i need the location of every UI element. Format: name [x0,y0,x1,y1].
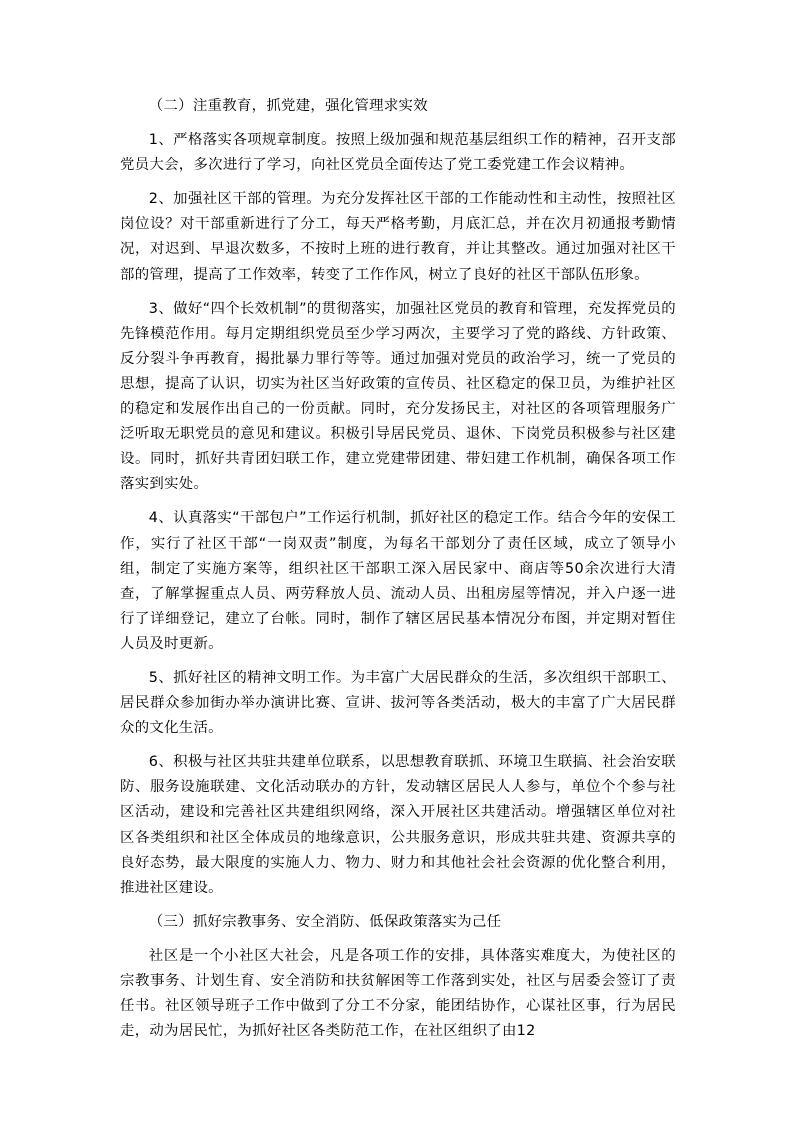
paragraph-item-5: 5、抓好社区的精神文明工作。为丰富广大居民群众的生活，多次组织干部职工、居民群众参加街办举办演讲比赛、宣讲、拔河等各类活动，极大的丰富了广大居民群众的文化生活。 [120,669,676,737]
section-heading-2: （二）注重教育，抓党建，强化管理求实效 [148,98,428,114]
paragraph-item-2: 2、加强社区干部的管理。为充分发挥社区干部的工作能动性和主动性，按照社区岗位设？对干部重新进行了分工，每天严格考勤，月底汇总，并在次月初通报考勤情况，对迟到、早退次数多，不按时上班的进行教育，并让其整改。通过加强对社区干部的管理，提高了工作效率，转变了工作作风，树立了良好的社区干部队伍形象。 [120,191,676,283]
document-body [120,94,676,1053]
closing-paragraph: 社区是一个小社区大社会，凡是各项工作的安排，具体落实难度大，为使社区的宗教事务、计划生育、安全消防和扶贫解困等工作落到实处，社区与居委会签订了责任书。社区领导班子工作中做到了分工不分家，能团结协作，心谋社区事，行为居民走，动为居民忙，为抓好社区各类防范工作，在社区组织了由12 [120,947,676,1040]
paragraph-item-1: 1、严格落实各项规章制度。按照上级加强和规范基层组织工作的精神，召开支部党员大会，多次进行了学习，向社区党员全面传达了党工委党建工作会议精神。 [120,132,676,174]
paragraph-item-3: 3、做好“四个长效机制”的贯彻落实，加强社区党员的教育和管理，充发挥党员的先锋模范作用。每月定期组织党员至少学习两次，主要学习了党的路线、方针政策、反分裂斗争再教育，揭批暴力罪行等等。通过加强对党员的政治学习，统一了党员的思想，提高了认识，切实为社区当好政策的宣传员、社区稳定的保卫员，为维护社区的稳定和发展作出自己的一份贡献。同时，充分发扬民主，对社区的各项管理服务广泛听取无职党员的意见和建议。积极引导居民党员、退休、下岗党员积极参与社区建设。同时，抓好共青团妇联工作，建立党建带团建、带妇建工作机制，确保各项工作落实到实处。 [120,300,676,493]
paragraph-item-6: 6、积极与社区共驻共建单位联系，以思想教育联抓、环境卫生联搞、社会治安联防、服务设施联建、文化活动联办的方针，发动辖区居民人人参与，单位个个参与社区活动，建设和完善社区共建组织网络，深入开展社区共建活动。增强辖区单位对社区各类组织和社区全体成员的地缘意识，公共服务意识，形成共驻共建、资源共享的良好态势，最大限度的实施人力、物力、财力和其他社会社会资源的优化整合利用，推进社区建设。 [120,754,676,896]
section-heading-3: （三）抓好宗教事务、安全消防、低保政策落实为己任 [148,913,502,930]
paragraph-item-4: 4、认真落实“干部包户”工作运行机制，抓好社区的稳定工作。结合今年的安保工作，实行了社区干部“一岗双责”制度，为每名干部划分了责任区域，成立了领导小组，制定了实施方案等，组织社区干部职工深入居民家中、商店等50余次进行大清查，了解掌握重点人员、两劳释放人员、流动人员、出租房屋等情况，并入户逐一进行了详细登记，建立了台帐。同时，制作了辖区居民基本情况分布图，并定期对暂住人员及时更新。 [120,510,676,652]
